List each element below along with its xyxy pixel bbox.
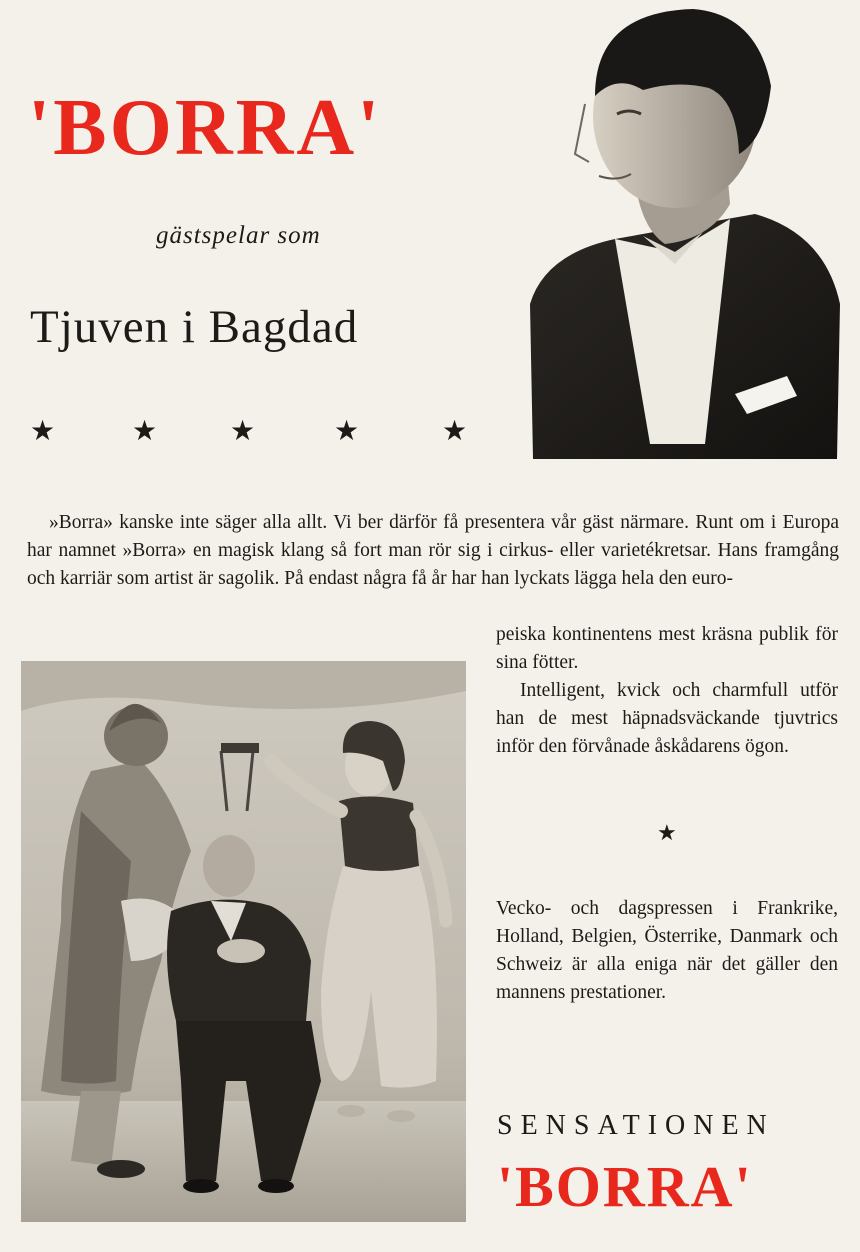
star-icon: ★ [334, 416, 360, 447]
star-icon: ★ [230, 416, 256, 447]
star-icon: ★ [132, 416, 158, 447]
act-name-title: 'BORRA' [28, 84, 383, 172]
play-title: Tjuven i Bagdad [30, 301, 359, 353]
column-continuation: peiska kontinentens mest kräsna publik för sina fötter. [496, 624, 838, 673]
star-icon: ★ [442, 416, 468, 447]
column-paragraph-2: Intelligent, kvick och charmfull utför han de mest häpnadsväckande tjuvtrics inför den förvånade åskådarens ögon. [496, 680, 838, 757]
act-name-footer: 'BORRA' [497, 1154, 753, 1219]
column-paragraph-3: Vecko- och dagspressen i Frankrike, Holland, Belgien, Österrike, Danmark och Schweiz är alla eniga när det gäller den mannens prestationer. [496, 898, 838, 1003]
intro-paragraph: »Borra» kanske inte säger alla allt. Vi ber därför få presentera vår gäst närmare. Runt om i Europa har namnet »Borra» en magisk klang så fort man rör sig i cirkus- eller varietékretsar. Hans framgång och karriär som artist är sagolik. På endast några få år har han lyckats lägga hela den euro- [27, 512, 839, 589]
divider-star-icon: ★ [657, 820, 677, 845]
subtitle: gästspelar som [156, 222, 321, 249]
portrait-photo [525, 4, 845, 464]
star-row [0, 418, 500, 458]
stage-photo [21, 661, 466, 1222]
star-icon: ★ [30, 416, 56, 447]
sensation-tagline: SENSATIONEN [497, 1110, 775, 1141]
